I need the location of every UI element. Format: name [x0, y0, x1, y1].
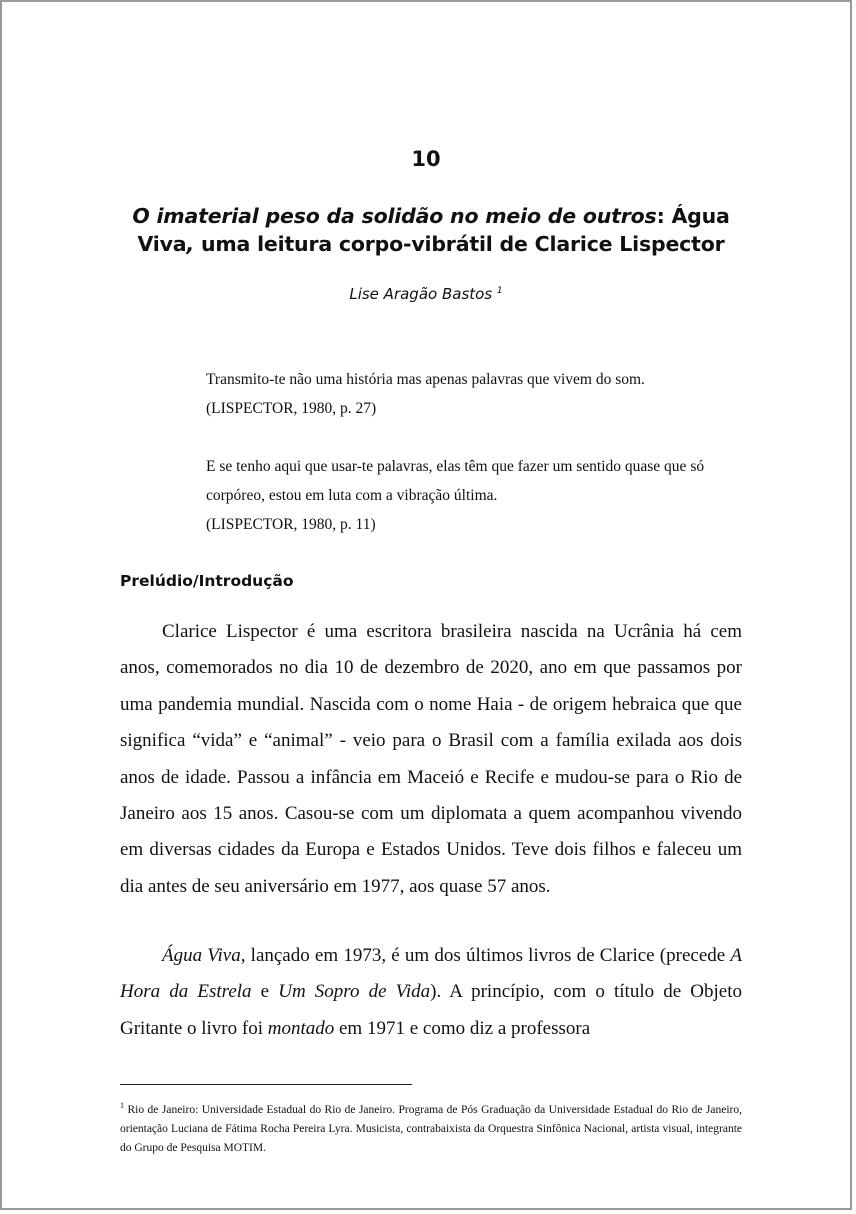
- paragraph-text: , lançado em 1973, é um dos últimos livros de Clarice (precede: [240, 945, 731, 966]
- epigraph-text: E se tenho aqui que usar-te palavras, elas têm que fazer um sentido quase que só corpóreo, estou em luta com a vibração última.: [206, 458, 705, 504]
- epigraph-citation: (LISPECTOR, 1980, p. 11): [206, 516, 376, 533]
- title-colon: :: [656, 204, 665, 228]
- book-title-agua-viva: Água Viva: [162, 945, 241, 966]
- title-italic-part: O imaterial peso da solidão no meio de outros: [132, 204, 657, 228]
- epigraph-citation: (LISPECTOR, 1980, p. 27): [206, 400, 377, 417]
- footnote-text: Rio de Janeiro: Universidade Estadual do Rio de Janeiro. Programa de Pós Graduação da Universidade Estadual do Rio de Janeiro, orientação Luciana de Fátima Rocha Pereira Lyra. Musicista, contrabaixista da Orquestra Sinfônica Nacional, artista visual, integrante do Grupo de Pesquisa MOTIM.: [120, 1103, 742, 1154]
- paragraph-text: em 1971 e como diz a professora: [334, 1017, 591, 1039]
- author-line: [2, 285, 850, 303]
- paragraph-text: e: [251, 981, 279, 1003]
- body-paragraph-2: [120, 938, 742, 1047]
- chapter-number: 10: [411, 147, 441, 171]
- title-part-2: uma leitura corpo-vibrátil de Clarice Lispector: [194, 232, 725, 256]
- emphasis-montado: montado: [267, 1017, 335, 1039]
- paragraph-text: ). A princípio, com o título de Objeto Gritante o livro foi: [120, 981, 743, 1039]
- chapter-title: [120, 202, 742, 258]
- epigraph-text: Transmito-te não uma história mas apenas palavras que vivem do som.: [206, 371, 645, 388]
- author-footnote-marker: 1: [496, 286, 503, 296]
- title-comma: ,: [186, 232, 195, 256]
- footnote-marker: 1: [120, 1101, 124, 1110]
- epigraph-1: [206, 365, 746, 423]
- body-paragraph-1: Clarice Lispector é uma escritora brasileira nascida na Ucrânia há cem anos, comemorados no dia 10 de dezembro de 2020, ano em que passamos por uma pandemia mundial. Nascida com o nome Haia - de origem hebraica que que significa “vida” e “animal” - veio para o Brasil com a família exilada aos dois anos de idade. Passou a infância em Maceió e Recife e mudou-se para o Rio de Janeiro aos 15 anos. Casou-se com um diplomata a quem acompanhou vivendo em diversas cidades da Europa e Estados Unidos. Teve dois filhos e faleceu um dia antes de seu aniversário em 1977, aos quase 57 anos.: [120, 621, 742, 897]
- footnote-separator: [120, 1084, 412, 1085]
- book-title-sopro-de-vida: Um Sopro de Vida: [278, 981, 431, 1003]
- section-heading: Prelúdio/Introdução: [120, 572, 294, 590]
- author-name: Lise Aragão Bastos: [349, 285, 493, 303]
- book-title-hora-da-estrela: A Hora da Estrela: [120, 945, 742, 1003]
- epigraph-2: [206, 452, 746, 539]
- title-part-1: Água Viva: [137, 204, 730, 256]
- footnote: [120, 1096, 742, 1158]
